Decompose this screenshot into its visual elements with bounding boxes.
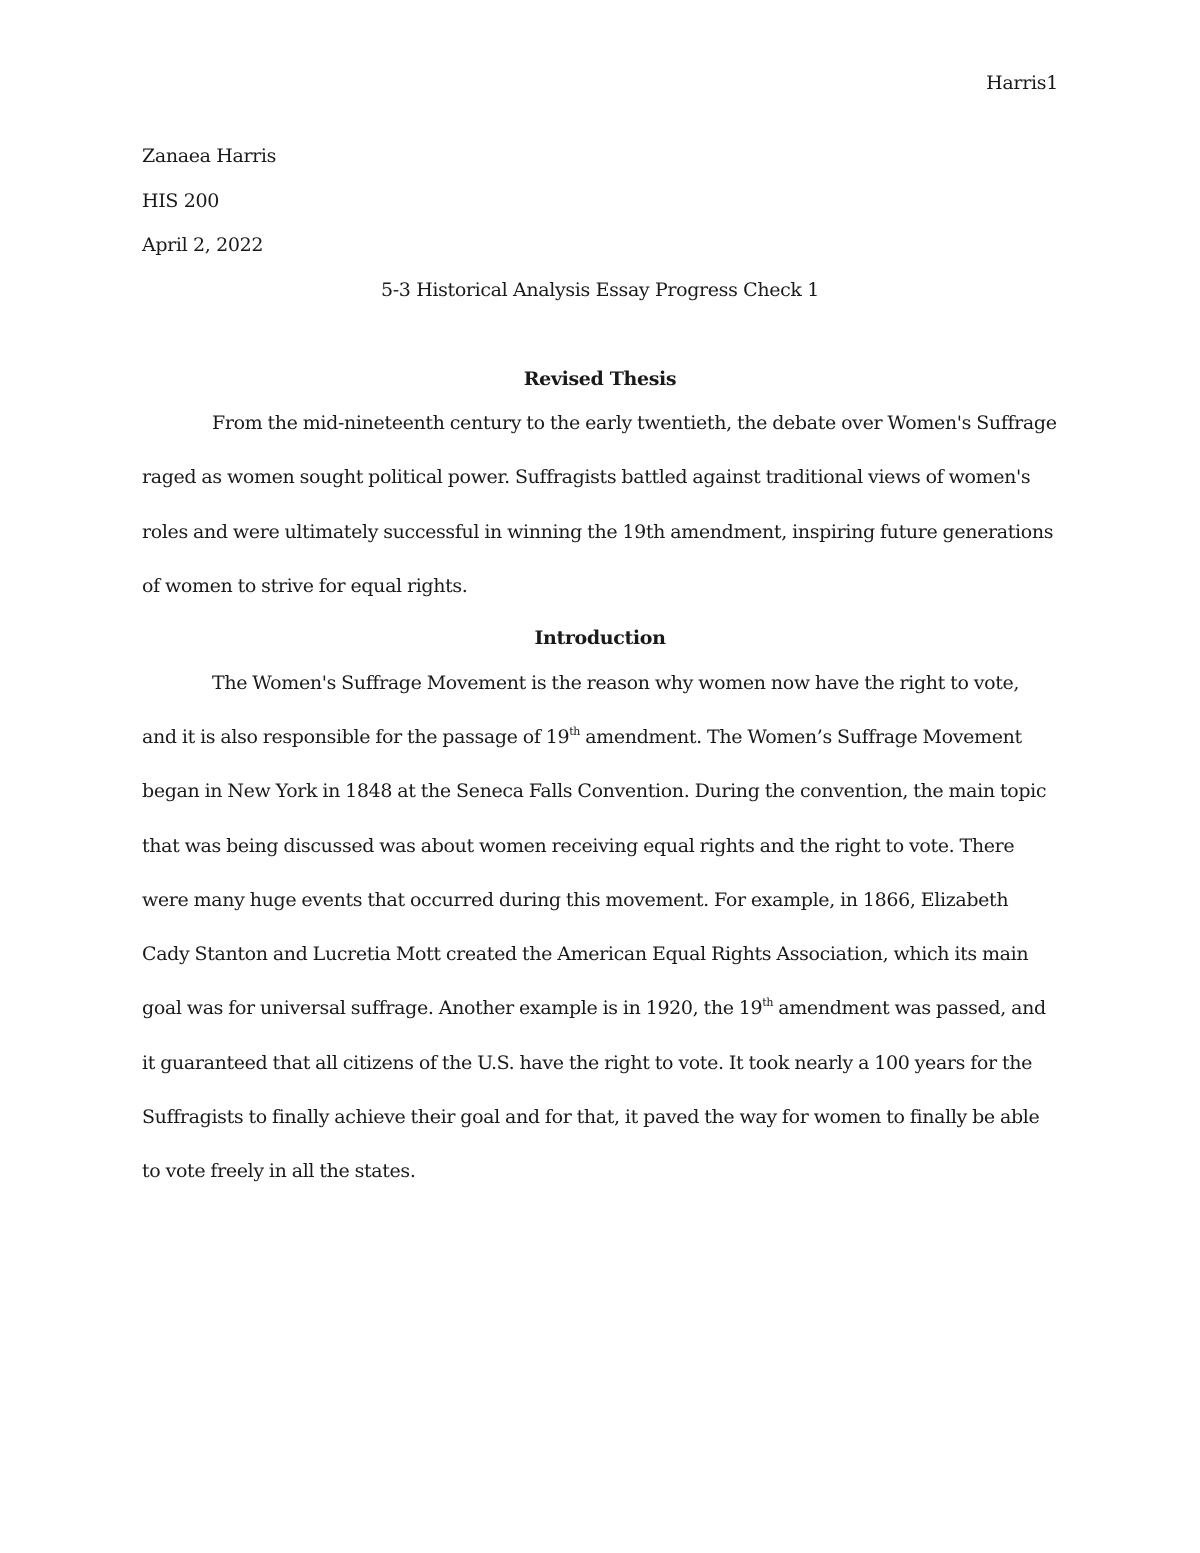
thesis-section bbox=[142, 396, 1058, 613]
intro-text-2: amendment. The Women’s Suffrage Movement began in New York in 1848 at the Seneca Falls Convention. During the convention, the main topic that was being discussed was about women receiving equal rights and the right to vote. There were many huge events that occurred during this movement. For example, in 1866, Elizabeth Cady Stanton and Lucretia Mott created the American Equal Rights Association, which its main goal was for universal suffrage. Another example is in 1920, the 19 bbox=[142, 725, 1047, 1020]
document-body bbox=[142, 141, 1058, 1209]
introduction-section bbox=[142, 656, 1058, 1199]
author-name: Zanaea Harris bbox=[142, 145, 277, 167]
intro-text-1: The Women's Suffrage Movement is the reason why women now have the right to vote, and it is also responsible for the passage of 19 bbox=[142, 671, 1020, 748]
document-title: 5-3 Historical Analysis Essay Progress Check 1 bbox=[380, 278, 820, 301]
intro-text-3: amendment was passed, and it guaranteed that all citizens of the U.S. have the right to vote. It took nearly a 100 years for the Suffragists to finally achieve their goal and for that, it paved the way for women to finally be able to vote freely in all the states. bbox=[142, 997, 1046, 1183]
thesis-paragraph: From the mid-nineteenth century to the early twentieth, the debate over Women's Suffrage raged as women sought political power. Suffragists battled against traditional views of women's roles and were ultimately successful in winning the 19th amendment, inspiring future generations of women to strive for equal rights. bbox=[142, 412, 1057, 597]
introduction-paragraph bbox=[142, 656, 1058, 1199]
introduction-heading: Introduction bbox=[534, 627, 666, 650]
ordinal-superscript: th bbox=[569, 724, 580, 738]
course-name: HIS 200 bbox=[142, 189, 219, 212]
document-date: April 2, 2022 bbox=[142, 234, 264, 256]
thesis-heading: Revised Thesis bbox=[523, 367, 677, 390]
blank-line bbox=[142, 319, 1058, 364]
running-head: Harris1 bbox=[986, 72, 1058, 94]
ordinal-superscript: th bbox=[762, 996, 774, 1010]
